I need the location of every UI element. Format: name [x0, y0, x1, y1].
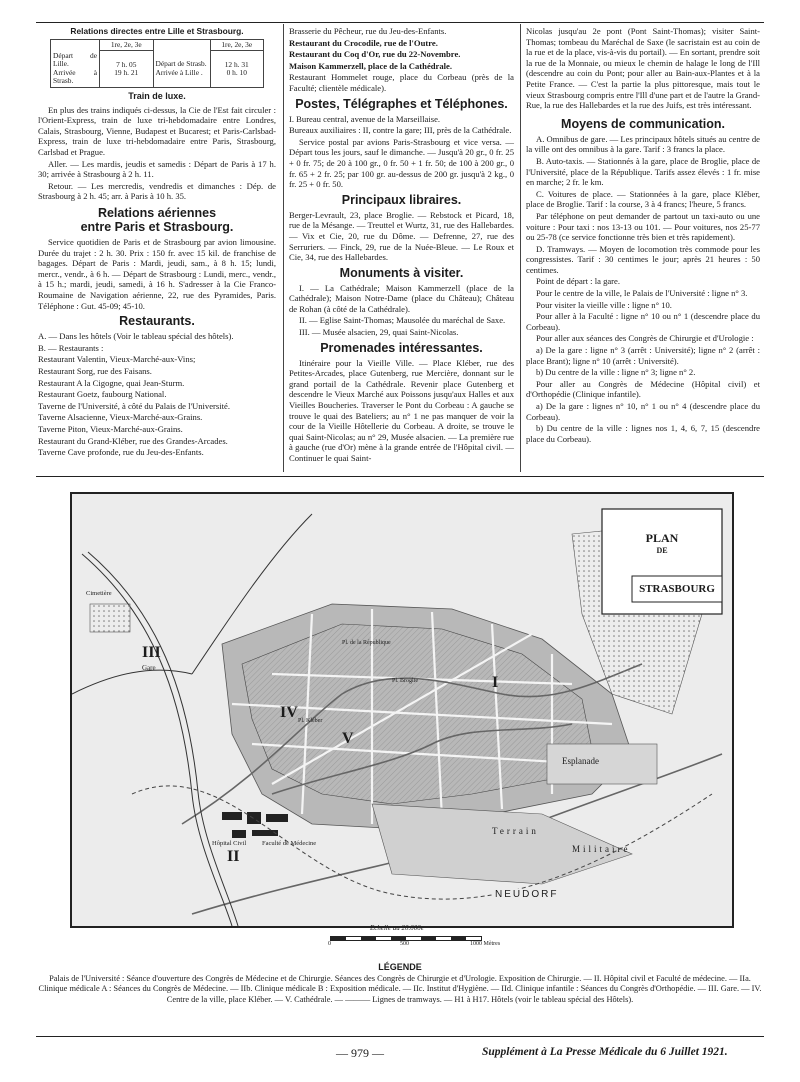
list-item: B. — Restaurants : — [38, 342, 104, 353]
section-heading: Postes, Télégraphes et Téléphones. — [295, 96, 508, 111]
map-label-hopital: Hôpital Civil — [212, 840, 247, 847]
paragraph: A. Omnibus de gare. — Les principaux hôtels situés au centre de la ville ont des omnibus à la gare. Tarif : 3 francs la place. — [526, 133, 760, 155]
paragraph: C. Voitures de place. — Stationnées à la gare, place Kléber, place de Broglie. Tarif : la course, 3 à 4 francs; l'heure, 5 francs. — [526, 188, 760, 210]
map-label-gare: Gare — [142, 664, 156, 672]
class-header: 1re, 2e, 3e — [100, 39, 154, 51]
section-heading: Moyens de communication. — [561, 116, 725, 131]
paragraph: b) Du centre de la ville : ligne n° 3; ligne n° 2. — [536, 367, 696, 378]
map-label-esplanade: Esplanade — [562, 756, 599, 766]
map-marker-II: II — [227, 848, 240, 865]
paragraph: II. — Eglise Saint-Thomas; Mausolée du maréchal de Saxe. — [299, 315, 506, 326]
list-item: Restaurant du Coq d'Or, rue du 22-Novembre. — [289, 49, 461, 60]
list-item: Maison Kammerzell, place de la Cathédrale. — [289, 60, 453, 71]
scale-tick: 0 — [328, 941, 331, 947]
mid-rule — [36, 476, 764, 477]
list-item: Taverne Cave profonde, rue du Jeu-des-Enfants. — [38, 447, 204, 458]
map-label-neudorf: NEUDORF — [492, 889, 561, 900]
column-1 — [38, 26, 276, 459]
footer-rule — [36, 1036, 764, 1037]
paragraph: Itinéraire pour la Vieille Ville. — Place Kléber, rue des Petites-Arcades, place Gutenberg, rue Mercière, donnant sur le grand portail de la Cathédrale. Revenir place Gutenberg et descendre le Vieux Marché aux Poissons jusqu'aux Halles et aux Vieilles Boucheries. Traverser le Pont du Corbeau : A gauche se trouve le quai des Bateliers; au n° 1 ne pas manquer de voir la cour de la Vieille Hôtellerie du Corbeau. A droite, se trouve le quai Saint-Nicolas; au n° 29, Musée alsacien. — La première rue à gauche (rue d'Or) mène à la grande entrée de l'Hôpital civil. — Continuer le quai Saint- — [289, 357, 514, 463]
time-value: 19 h. 21 — [114, 68, 139, 78]
map-label-republique: Pl. de la République — [342, 640, 391, 646]
list-item: Taverne Alsacienne, Vieux-Marché-aux-Grains. — [38, 412, 203, 423]
table-title: Relations directes entre Lille et Strasbourg. — [70, 26, 244, 36]
page-number: — 979 — — [336, 1046, 384, 1060]
map-title-line: DE — [656, 546, 668, 555]
time-value: 0 h. 10 — [226, 68, 247, 78]
list-item: Brasserie du Pêcheur, rue du Jeu-des-Enfants. — [289, 26, 447, 36]
list-item: Restaurant du Crocodile, rue de l'Outre. — [289, 37, 438, 48]
paragraph: Pour visiter la vieille ville : ligne n° 10. — [536, 299, 672, 310]
scale-label: Echelle au 20.000e — [370, 924, 424, 932]
column-3 — [526, 26, 760, 445]
scale-tick: 500 — [400, 941, 409, 947]
column-divider — [283, 24, 284, 472]
top-rule — [36, 22, 764, 23]
legend-text: Palais de l'Université : Séance d'ouverture des Congrès de Médecine et de Chirurgie. Séances des Congrès de Chirurgie et d'Urologie. Exposition de Chirurgie. — II. Hôpital civil et Faculté de médecine. — IIa. Clinique médicale A : Séances du Congrès de Médecine. — IIb. Clinique médicale B : Exposition médicale. — IIc. Institut d'Hygiène. — IId. Clinique infantile : Séances du Congrès d'Orthopédie. — III. Gare. — IV. Centre de la ville, place Kléber. — V. Cathédrale. — ——— Lignes de tramways. — H1 à H17. Hôtels (voir le tableau spécial des Hôtels). — [38, 973, 762, 1004]
list-item: Taverne de l'Université, à côté du Palais de l'Université. — [38, 400, 230, 411]
paragraph: Point de départ : la gare. — [536, 276, 620, 287]
map-marker-I: I — [492, 674, 499, 691]
map-label-cimetiere: Cimetière — [86, 590, 112, 597]
column-2 — [289, 26, 514, 465]
list-item: Restaurant A la Cigogne, quai Jean-Sturm. — [38, 377, 185, 388]
section-heading: Train de luxe. — [128, 91, 186, 102]
paragraph: Par téléphone on peut demander de partout un taxi-auto ou une voiture : Pour taxi : nos 13-13 ou 101. — Pour voitures, nos 25-77 ou 25-78 (ce service fonctionne très bien et très rapidement). — [526, 210, 760, 243]
paragraph: Berger-Levrault, 23, place Broglie. — Rebstock et Picard, 18, rue de la Mésange. — Treuttel et Wurtz, 31, rue des Hallebardes. — Vix et Cie, 20, rue du Dôme. — Defrenne, 27, rue des Serruriers. — Finck, 29, rue de la Nuée-Bleue. — Le Roux et Cie, 34, rue des Hallebardes. — [289, 209, 514, 263]
class-header: 1re, 2e, 3e — [210, 39, 264, 51]
list-item: Restaurant Valentin, Vieux-Marché-aux-Vins; — [38, 354, 196, 365]
legend-title: LÉGENDE — [378, 962, 422, 972]
map-title — [602, 530, 722, 556]
section-heading: Promenades intéressantes. — [320, 340, 483, 355]
paragraph: I. Bureau central, avenue de la Marseillaise. — [289, 113, 441, 124]
paragraph: III. — Musée alsacien, 29, quai Saint-Nicolas. — [299, 327, 459, 338]
row-label: Arrivée à Strasb. — [53, 67, 97, 86]
map-title-line: PLAN — [645, 531, 679, 545]
map-marker-III: III — [142, 644, 161, 661]
paragraph: Bureaux auxiliaires : II, contre la gare; III, près de la Cathédrale. — [289, 125, 512, 136]
paragraph: b) Du centre de la ville : lignes nos 1, 4, 6, 7, 15 (descendre place du Corbeau). — [526, 423, 760, 444]
list-item: Restaurant Hommelet rouge, place du Corbeau (près de la Faculté; clientèle médicale). — [289, 72, 514, 93]
map-label-faculte: Faculté de Médecine — [262, 840, 317, 847]
legend — [36, 962, 764, 1005]
map-drawing — [72, 494, 732, 926]
section-heading: entre Paris et Strasbourg. — [80, 220, 234, 234]
paragraph: a) De la gare : lignes n° 10, n° 1 ou n° 4 (descendre place du Corbeau). — [526, 401, 760, 422]
paragraph: Nicolas jusqu'au 2e pont (Pont Saint-Thomas); visiter Saint-Thomas; tombeau du Maréchal de Saxe (le sacristain est au coin de la rue et de la place, vis-à-vis du portail). — En sortant, prendre soit la rue de la Monnaie, ou mieux le chemin de halage le long de l'Ill (descendre au coin du Pont; pour aller au Bain-aux-Plantes et à la Petite France. — C'est la partie la plus pittoresque, mais tout le vieux Strasbourg compris entre l'Ill d'une part et de l'autre la Grand-Rue, la rue des Hallebardes et la rue des Juifs, est très intéressant. — [526, 26, 760, 111]
paragraph: Retour. — Les mercredis, vendredis et dimanches : Dép. de Strasbourg à 2 h. 45; arr. à Paris à 10 h. 35. — [38, 180, 276, 202]
list-item: Taverne Piton, Vieux-Marché-aux-Grains. — [38, 423, 183, 434]
train-table — [50, 39, 264, 88]
row-label: Départ de Lille. — [53, 50, 97, 69]
map-marker-V: V — [342, 730, 354, 747]
list-item: A. — Dans les hôtels (Voir le tableau spécial des hôtels). — [38, 331, 234, 342]
time-value: 12 h. 31 — [224, 59, 249, 69]
map-label-terrain: Terrain — [492, 826, 539, 836]
paragraph: En plus des trains indiqués ci-dessus, la Cie de l'Est fait circuler : l'Orient-Express, train de luxe tri-hebdomadaire entre Londres, Calais, Strasbourg, Vienne, Budapest et Bucarest; et Paris-Carlsbad-Express, train de luxe tri-hebdomadaire entre Paris, Strasbourg, Carlsbad et Prague. — [38, 104, 276, 158]
paragraph: Aller. — Les mardis, jeudis et samedis : Départ de Paris à 17 h. 30; arrivée à Strasbourg à 2 h. 11. — [38, 158, 276, 180]
section-heading: Monuments à visiter. — [339, 265, 464, 280]
section-heading: Restaurants. — [119, 314, 195, 329]
list-item: Restaurant du Grand-Kléber, rue des Grandes-Arcades. — [38, 435, 228, 446]
row-label: Arrivée à Lille . — [155, 67, 203, 77]
paragraph: I. — La Cathédrale; Maison Kammerzell (place de la Cathédrale); Maison Notre-Dame (place du Château); Château de Rohan (à côté de la Cathédrale). — [289, 282, 514, 314]
scale-bar — [328, 924, 501, 950]
city-map — [70, 492, 734, 928]
scale-tick: 1000 Mètres — [470, 941, 501, 947]
paragraph: Pour le centre de la ville, le Palais de l'Université : ligne n° 3. — [536, 288, 748, 299]
time-value: 7 h. 05 — [116, 59, 137, 69]
section-heading: Relations aériennes — [97, 206, 217, 220]
paragraph: Service quotidien de Paris et de Strasbourg par avion limousine. Durée du trajet : 2 h. 30. Prix : 150 fr. avec 15 kil. de franchise de bagages. Départ de Paris : Mardi, jeudi, sam., à 8 h. 15; lundi, mercr., vendr., à 6 h. — Départ de Strasbourg : Lundi, merc., vendr., à 15 h.; mardi, jeudi, samedi, à 16 h. S'adresser à la Cie Franco-Roumaine de Navigation aérienne, 22, rue des Pyramides, Paris. Téléphone : Gut. 45-09; 45-10. — [38, 237, 276, 311]
paragraph: B. Auto-taxis. — Stationnés à la gare, place de Broglie, place de l'Université, place de la République. Tarifs assez élevés : 1 fr. mise en marche; 2 fr. le km. — [526, 155, 760, 188]
paragraph: Pour aller au Congrès de Médecine (Hôpital civil) et d'Orthopédie (Clinique infantile). — [526, 378, 760, 400]
map-title-city: STRASBOURG — [639, 583, 715, 595]
list-item: Restaurant Goetz, faubourg National. — [38, 389, 167, 400]
paragraph: D. Tramways. — Moyen de locomotion très commode pour les congressistes. Tarif : 30 centimes le jour; après 21 heures : 50 centimes. — [526, 243, 760, 275]
map-label-broglie: Pl. Broglie — [392, 678, 419, 684]
paragraph: Pour aller aux séances des Congrès de Chirurgie et d'Urologie : — [536, 333, 754, 344]
map-marker-IV: IV — [280, 704, 298, 721]
list-item: Restaurant Sorg, rue des Faisans. — [38, 365, 152, 376]
map-label-kleber: Pl. Kléber — [298, 718, 323, 724]
map-label-militaire: Militaire — [572, 844, 631, 854]
row-label: Départ de Strasb. — [155, 59, 207, 69]
section-heading: Principaux libraires. — [341, 192, 462, 207]
paragraph: Service postal par avions Paris-Strasbourg et vice versa. — Départ tous les jours, sauf le dimanche. — Jusqu'à 20 gr., 0 fr. 25 + 0 fr. 75; de 20 à 100 gr., 0 fr. 50 + 1 fr. 50; de 100 à 200 gr., 0 fr. 65 + 2 fr. 25; par 100 gr. au-dessus de 200 gr. jusqu'à 2 kg., 0 fr. 25 + 0 fr. 50. — [289, 136, 514, 190]
paragraph: a) De la gare : ligne n° 3 (arrêt : Université); ligne n° 2 (arrêt : place Brant); ligne n° 10 (arrêt : Université). — [526, 345, 760, 366]
paragraph: Pour aller à la Faculté : ligne n° 10 ou n° 1 (descendre place du Corbeau). — [526, 311, 760, 332]
supplement-note: Supplément à La Presse Médicale du 6 Juillet 1921. — [482, 1046, 728, 1058]
column-divider — [520, 24, 521, 472]
